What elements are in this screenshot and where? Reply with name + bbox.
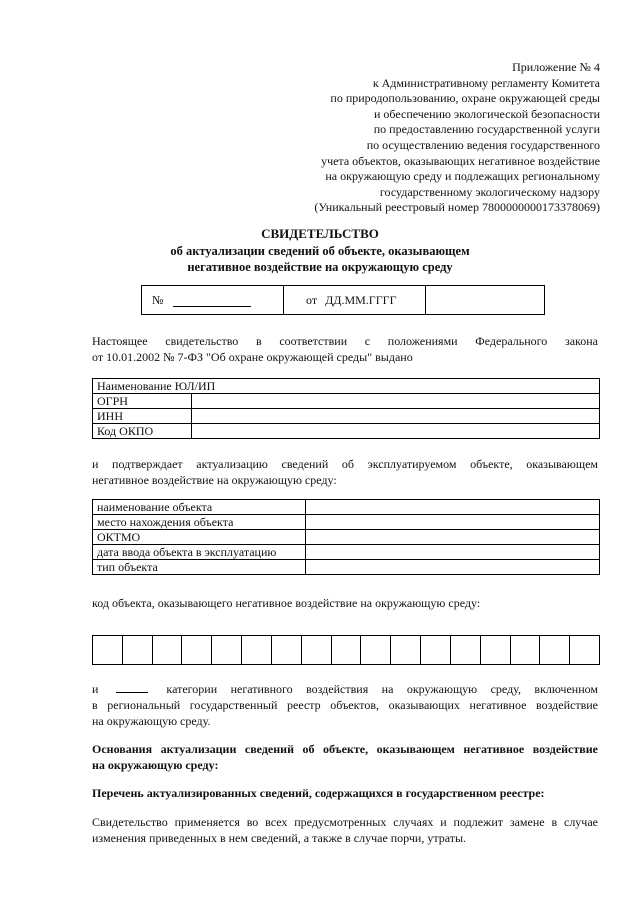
commission-date-label: дата ввода объекта в эксплуатацию	[93, 545, 306, 560]
code-cell[interactable]	[421, 636, 451, 664]
appendix-line: к Административному регламенту Комитета	[372, 75, 600, 90]
category-prefix: и	[92, 682, 99, 696]
category-blank[interactable]	[116, 681, 148, 693]
code-cell[interactable]	[153, 636, 183, 664]
appendix-line: на окружающую среду и подлежащих региональному	[325, 169, 600, 184]
document-subtitle-line1: об актуализации сведений об объекте, оказывающем	[170, 244, 470, 258]
category-line1-text: категории негативного воздействия на окружающую среду, включенном	[166, 682, 598, 696]
number-cell	[142, 286, 284, 314]
appendix-header	[270, 60, 600, 216]
inn-value[interactable]	[192, 409, 600, 424]
ogrn-value[interactable]	[192, 394, 600, 409]
code-cell[interactable]	[391, 636, 421, 664]
date-cell	[284, 286, 426, 314]
code-cell[interactable]	[182, 636, 212, 664]
table-row	[93, 515, 600, 530]
code-cell[interactable]	[272, 636, 302, 664]
code-cell[interactable]	[361, 636, 391, 664]
object-name-value[interactable]	[306, 500, 600, 515]
table-row	[93, 530, 600, 545]
table-row	[93, 424, 600, 439]
date-prefix: от	[306, 292, 318, 307]
okpo-label: Код ОКПО	[93, 424, 192, 439]
code-cell[interactable]	[451, 636, 481, 664]
oktmo-label: ОКТМО	[93, 530, 306, 545]
code-cell[interactable]	[93, 636, 123, 664]
table-row	[93, 409, 600, 424]
object-name-label: наименование объекта	[93, 500, 306, 515]
oktmo-value[interactable]	[306, 530, 600, 545]
object-location-value[interactable]	[306, 515, 600, 530]
inn-label: ИНН	[93, 409, 192, 424]
appendix-line: по осуществлению ведения государственного	[366, 137, 600, 152]
commission-date-value[interactable]	[306, 545, 600, 560]
code-cell[interactable]	[511, 636, 541, 664]
document-subtitle-line2: негативное воздействие на окружающую среду	[187, 260, 453, 274]
code-cell[interactable]	[570, 636, 599, 664]
code-cell[interactable]	[212, 636, 242, 664]
certificate-number-box	[141, 285, 545, 315]
grounds-heading-line1: Основания актуализации сведений об объекте, оказывающем негативное воздействие	[92, 742, 598, 756]
appendix-line: по природопользованию, охране окружающей среды	[330, 91, 600, 106]
table-row	[93, 394, 600, 409]
ogrn-label: ОГРН	[93, 394, 192, 409]
appendix-line: государственному экологическому надзору	[379, 184, 600, 199]
date-placeholder[interactable]: ДД.ММ.ГГГГ	[325, 292, 397, 307]
code-cell[interactable]	[123, 636, 153, 664]
code-cell[interactable]	[481, 636, 511, 664]
okpo-value[interactable]	[192, 424, 600, 439]
appendix-line: по предоставлению государственной услуги	[373, 122, 600, 137]
category-line1	[92, 681, 598, 697]
table-row	[93, 379, 600, 394]
confirm-line2: негативное воздействие на окружающую среду:	[92, 473, 337, 487]
category-line3: на окружающую среду.	[92, 714, 211, 728]
intro-line1: Настоящее свидетельство в соответствии с положениями Федерального закона	[92, 334, 598, 348]
table-row	[93, 560, 600, 575]
table-row	[93, 545, 600, 560]
number-label: №	[152, 292, 164, 307]
footer-line1: Свидетельство применяется во всех предусмотренных случаях и подлежит замене в случае	[92, 815, 598, 829]
org-name-label: Наименование ЮЛ/ИП	[93, 379, 600, 394]
number-input-line[interactable]	[173, 294, 251, 307]
confirm-line1: и подтверждает актуализацию сведений об эксплуатируемом объекте, оказывающем	[92, 457, 598, 471]
code-cell[interactable]	[540, 636, 570, 664]
object-type-value[interactable]	[306, 560, 600, 575]
intro-line2: от 10.01.2002 № 7-ФЗ "Об охране окружающей среды" выдано	[92, 350, 413, 364]
object-table	[92, 499, 600, 575]
table-row	[93, 500, 600, 515]
object-type-label: тип объекта	[93, 560, 306, 575]
empty-cell	[426, 286, 544, 314]
category-line2: в региональный государственный реестр объектов, оказывающих негативное воздействие	[92, 698, 598, 712]
appendix-line: учета объектов, оказывающих негативное воздействие	[321, 153, 600, 168]
code-cell[interactable]	[242, 636, 272, 664]
appendix-line: (Уникальный реестровый номер 7800000000173378069)	[314, 200, 600, 215]
organization-table	[92, 378, 600, 439]
document-title: СВИДЕТЕЛЬСТВО	[261, 226, 379, 241]
grounds-heading-line2: на окружающую среду:	[92, 758, 219, 772]
updated-list-heading: Перечень актуализированных сведений, содержащихся в государственном реестре:	[92, 786, 545, 800]
code-cell[interactable]	[302, 636, 332, 664]
object-code-grid	[92, 635, 600, 665]
object-location-label: место нахождения объекта	[93, 515, 306, 530]
appendix-line: Приложение № 4	[512, 60, 600, 74]
code-cell[interactable]	[332, 636, 362, 664]
code-label: код объекта, оказывающего негативное воздействие на окружающую среду:	[92, 596, 481, 610]
footer-line2: изменения приведенных в нем сведений, а также в случае порчи, утраты.	[92, 831, 467, 845]
appendix-line: и обеспечению экологической безопасности	[374, 106, 600, 121]
